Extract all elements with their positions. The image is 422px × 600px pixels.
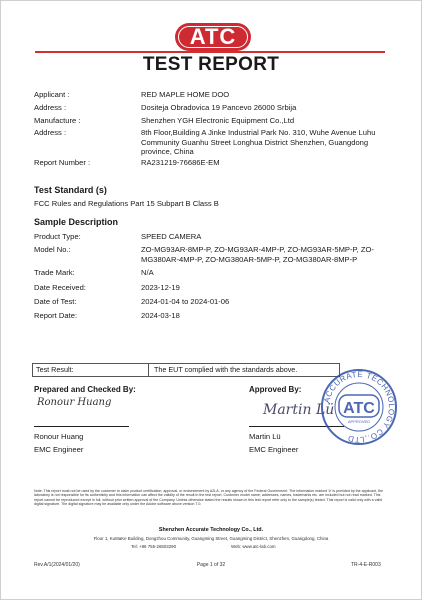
date-received-label: Date Received: xyxy=(34,283,86,292)
trade-mark-label: Trade Mark: xyxy=(34,268,75,277)
date-received-value: 2023-12-19 xyxy=(141,283,180,292)
applicant-address-value: Dositeja Obradovica 19 Pancevo 26000 Srbija xyxy=(141,103,297,112)
prepared-role: EMC Engineer xyxy=(34,445,84,454)
stamp-sub-text: APPROVED xyxy=(347,419,371,424)
model-no-value: ZO-MG93AR-8MP-P, ZO-MG93AR-4MP-P, ZO-MG93AR-5MP-P, ZO-MG380AR-4MP-P, ZO-MG380AR-5MP-P, ZO-MG380AR-8MP-P xyxy=(141,245,374,264)
test-result-divider xyxy=(148,364,149,376)
prepared-name: Ronour Huang xyxy=(34,432,84,441)
product-type-value: SPEED CAMERA xyxy=(141,232,202,241)
date-of-test-value: 2024-01-04 to 2024-01-06 xyxy=(141,297,230,306)
company-name: Shenzhen Accurate Technology Co., Ltd. xyxy=(158,527,264,533)
revision-code: Rev.A/1(2024/01/20) xyxy=(34,562,80,568)
company-seal-stamp xyxy=(319,367,399,447)
manufacture-label: Manufacture : xyxy=(34,116,81,125)
report-date-value: 2024-03-18 xyxy=(141,311,180,320)
test-result-value: The EUT complied with the standards above. xyxy=(154,365,298,374)
stamp-ring-text: ACCURATE TECHNOLOGY CO.,LTD xyxy=(322,369,397,445)
header-rule xyxy=(35,51,385,53)
prepared-signature: Ronour Huang xyxy=(37,397,112,408)
product-type-label: Product Type: xyxy=(34,232,81,241)
sample-description-heading: Sample Description xyxy=(34,217,119,227)
report-number-value: RA231219-76686E-EM xyxy=(141,158,220,167)
trade-mark-value: N/A xyxy=(141,268,154,277)
stamp-center-text: ATC xyxy=(343,400,375,417)
company-address: Floor 1, KuMaKe Building, Dongzhou Community, Guangming Street, Guangming District, Shenzhen, Guangdong, China xyxy=(93,536,329,541)
legal-note: Note: This report must not be used by the customer to claim product certification, approval, or endorsement by A2LA, or any agency of the Federal Government. The information marked '#' is provided by the applicant, the laboratory is not responsible for its authenticity and this information can affect the validity of the result in the test report. Customer model name, addresses, names, trademarks etc. are included but not read marked. This report cannot be reproduced except in full, without prior written approval of the Company. Unless otherwise stated the results shown in this test report refer only to the sample(s) tested. This report is valid only with a valid digital signature. The digital signature may be available only under the Adobe software above version 7.0. xyxy=(34,489,384,506)
atc-logo: ATC xyxy=(175,23,251,51)
page-number: Page 1 of 32 xyxy=(196,562,226,568)
manufacture-value: Shenzhen YGH Electronic Equipment Co.,Ltd xyxy=(141,116,295,125)
test-result-box xyxy=(32,363,340,377)
company-web: Web: www.atc-lab.com xyxy=(231,544,276,549)
applicant-address-label: Address : xyxy=(34,103,67,112)
approved-signature: Martin Lü xyxy=(263,402,335,418)
approved-heading: Approved By: xyxy=(249,385,302,394)
model-no-label: Model No.: xyxy=(34,245,71,254)
test-standard-text: FCC Rules and Regulations Part 15 Subpart B Class B xyxy=(34,199,219,208)
company-tel: Tel: +86 755-26503290 xyxy=(131,544,177,549)
approved-name: Martin Lü xyxy=(249,432,281,441)
manufacture-address-label: Address : xyxy=(34,128,67,137)
prepared-signature-line xyxy=(34,426,129,427)
report-number-label: Report Number : xyxy=(34,158,91,167)
test-result-label: Test Result: xyxy=(36,365,74,374)
date-of-test-label: Date of Test: xyxy=(34,297,77,306)
manufacture-address-value: 8th Floor,Building A Jinke Industrial Park No. 310, Wuhe Avenue Luhu Community Guanhu Street Longhua District Shenzhen, Guangdong province, China xyxy=(141,128,376,156)
prepared-heading: Prepared and Checked By: xyxy=(34,385,136,394)
report-date-label: Report Date: xyxy=(34,311,78,320)
test-standard-heading: Test Standard (s) xyxy=(34,185,107,195)
form-code: TR-4-E-R003 xyxy=(351,562,381,568)
approved-role: EMC Engineer xyxy=(249,445,299,454)
applicant-label: Applicant : xyxy=(34,90,70,99)
report-title: TEST REPORT xyxy=(142,54,280,75)
applicant-value: RED MAPLE HOME DOO xyxy=(141,90,230,99)
